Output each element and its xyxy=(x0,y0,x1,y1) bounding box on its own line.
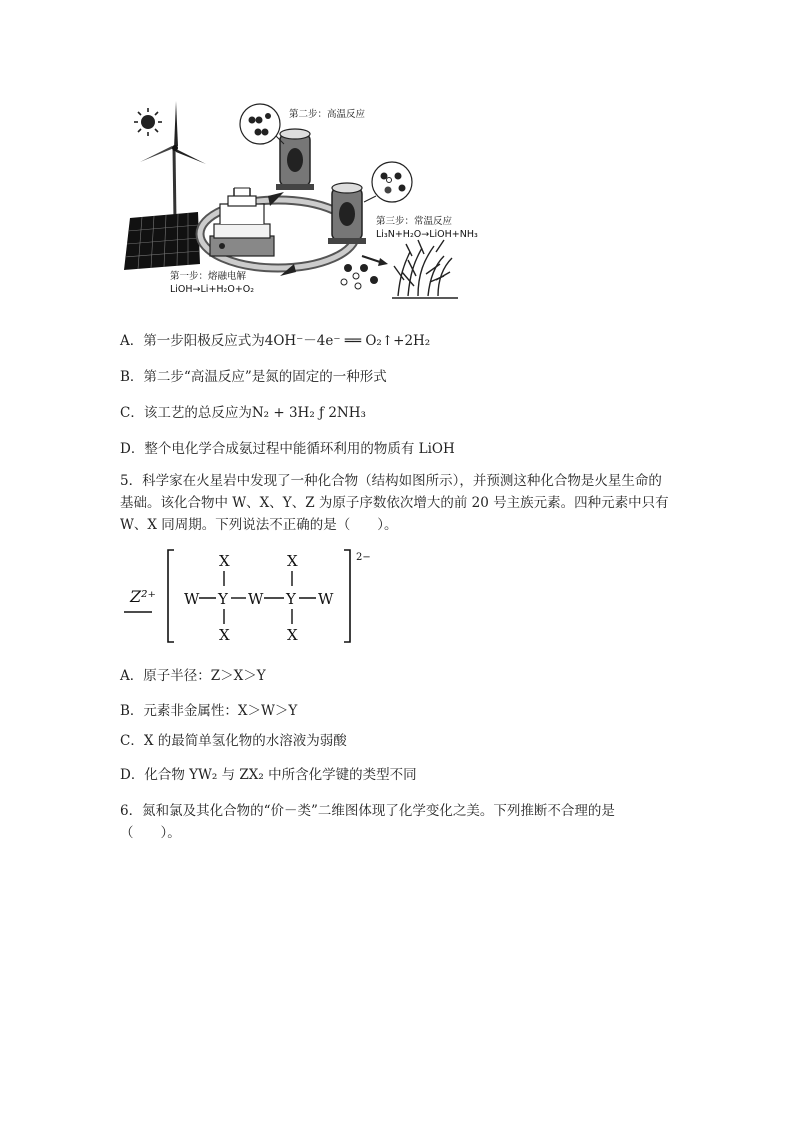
high-temp-reactor-icon xyxy=(276,129,314,190)
ammonia-synthesis-figure xyxy=(118,96,494,310)
q5-stem-line1: 5．科学家在火星岩中发现了一种化合物（结构如图所示），并预测这种化合物是火星生命的 xyxy=(120,473,662,489)
atom-x-bottom-right: X xyxy=(287,626,298,644)
q5-option-c: C．X 的最简单氢化物的水溶液为弱酸 xyxy=(120,733,347,749)
q5-structure-diagram xyxy=(118,546,380,646)
atom-y-left: Y xyxy=(218,590,228,608)
water-molecule-bubble xyxy=(364,162,412,202)
q4-option-c-text: C．该工艺的总反应为 xyxy=(120,405,252,421)
q5-option-b: B．元素非金属性：X＞W＞Y xyxy=(120,703,298,719)
anion-charge: 2− xyxy=(356,552,371,563)
q5-structure-svg xyxy=(118,546,380,646)
q6-stem-line2: （ ）。 xyxy=(120,825,181,841)
q5-option-d: D．化合物 YW₂ 与 ZX₂ 中所含化学键的类型不同 xyxy=(120,767,417,783)
atom-w-middle: W xyxy=(248,590,264,608)
q5-stem-line3: W、X 同周期。下列说法不正确的是（ ）。 xyxy=(120,517,398,533)
nitrogen-molecule-bubble xyxy=(240,104,284,144)
q4-option-c xyxy=(120,404,366,422)
step1-label: 第一步：熔融电解 xyxy=(170,271,247,282)
ammonia-molecules-icon xyxy=(341,256,388,289)
q4-option-c-formula: N₂ + 3H₂ ƒ 2NH₃ xyxy=(251,405,366,421)
atom-y-right: Y xyxy=(286,590,296,608)
q6-stem xyxy=(120,800,680,844)
atom-x-bottom-left: X xyxy=(219,626,230,644)
q6-stem-line1: 6．氮和氯及其化合物的“价－类”二维图体现了化学变化之美。下列推断不合理的是 xyxy=(120,803,615,819)
atom-w-left: W xyxy=(184,590,200,608)
q5-stem xyxy=(120,470,680,536)
left-bracket xyxy=(168,550,174,642)
right-bracket xyxy=(344,550,350,642)
crops-icon xyxy=(392,240,458,298)
room-temp-reactor-icon xyxy=(328,183,366,244)
solar-panel-icon xyxy=(124,212,200,270)
atom-x-top-right: X xyxy=(287,552,298,570)
q4-option-a-text: A．第一步阳极反应式为 xyxy=(120,333,265,349)
step3-equation: Li₃N+H₂O→LiOH+NH₃ xyxy=(376,229,478,240)
q5-stem-line2: 基础。该化合物中 W、X、Y、Z 为原子序数依次增大的前 20 号主族元素。四种元素中只有 xyxy=(120,495,669,511)
q4-option-a-formula: 4OH⁻－4e⁻ ══ O₂↑+2H₂ xyxy=(264,333,431,349)
step1-equation: LiOH→Li+H₂O+O₂ xyxy=(170,284,255,295)
sun-icon xyxy=(134,108,162,136)
q4-option-a xyxy=(120,332,430,350)
cation-label: Z²⁺ xyxy=(130,587,156,606)
step3-label: 第三步：常温反应 xyxy=(376,216,453,227)
q4-option-d: D．整个电化学合成氨过程中能循环利用的物质有 LiOH xyxy=(120,441,455,457)
step2-label: 第二步：高温反应 xyxy=(289,109,366,120)
q5-option-a: A．原子半径：Z＞X＞Y xyxy=(120,668,266,684)
atom-x-top-left: X xyxy=(219,552,230,570)
atom-w-right: W xyxy=(318,590,334,608)
q4-option-b: B．第二步“高温反应”是氮的固定的一种形式 xyxy=(120,369,387,385)
